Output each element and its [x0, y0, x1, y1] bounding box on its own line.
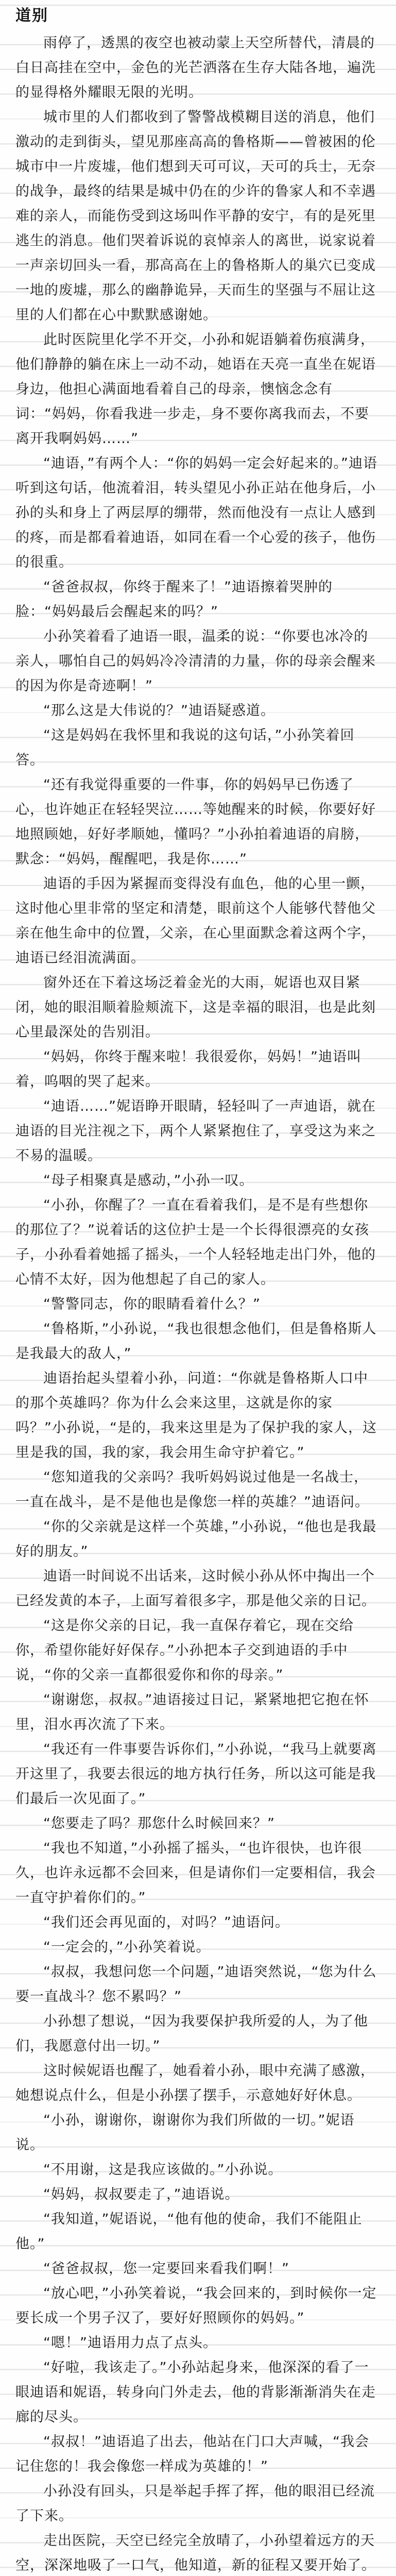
story-paragraph: “嗯！”迪语用力点了点头。 — [43, 2335, 217, 2351]
story-paragraph: 小孙想了想说，“因为我要保护我所爱的人，为了他们，我愿意付出一切。” — [15, 2013, 368, 2054]
story-paragraph: 小孙没有回头，只是举起手挥了挥，他的眼泪已经流了下来。 — [15, 2483, 375, 2524]
story-paragraph: 迪语一时间说不出话来，这时候小孙从怀中掏出一个已经发黄的本子，上面写着很多字，那是他父亲的日记。 — [15, 1568, 376, 1609]
story-paragraph: 小孙笑着看了迪语一眼，温柔的说：“你要也冰冷的亲人，哪怕自己的妈妈冷冷清清的力量，你的母亲会醒来的因为你是奇迹啊！” — [15, 629, 376, 694]
story-paragraph: “迪语，”有两个人：“你的妈妈一定会好起来的。”迪语听到这句话，他流着泪，转头望见小孙正站在他身后，小孙的头和身上了两层厚的绷带，然而他没有一点让人感到的疼，而是都看着迪语，如同在看一个心爱的孩子，他伤的很重。 — [15, 455, 377, 570]
story-paragraph: “不用谢，这是我应该做的。”小孙说。 — [43, 2162, 283, 2178]
story-paragraph: “叔叔，我想问您一个问题，”迪语突然说，“您为什么要一直战斗？您不累吗？” — [15, 1964, 377, 2005]
story-paragraph: “我还有一件事要告诉你们，”小孙说，“我马上就要离开这里了，我要去很远的地方执行任务，所以这可能是我们最后一次见面了。” — [15, 1741, 377, 1807]
story-paragraph: “叔叔！”迪语追了出去，他站在门口大声喊，“我会记住您的！我会像您一样成为英雄的！” — [15, 2434, 369, 2475]
story-paragraph: 此时医院里化学不开交，小孙和妮语躺着伤痕满身，他们静静的躺在床上一动不动，她语在天亮一直坐在妮语身边，他担心满面地看着自己的母亲，懊恼念念有词：“妈妈，你看我进一步走，身不要你离我而去，不要离开我啊妈妈……” — [15, 332, 376, 447]
chapter-title: 道别 — [15, 7, 48, 25]
story-paragraph: “爸爸叔叔，你终于醒来了！”迪语擦着哭肿的脸：“妈妈最后会醒起来的吗？” — [15, 579, 333, 620]
story-paragraph: “警警同志，你的眼睛看着什么？” — [43, 1296, 261, 1312]
story-paragraph: “谢谢您，叔叔。”迪语接过日记，紧紧地把它抱在怀里，泪水再次流了下来。 — [15, 1692, 369, 1733]
story-paragraph: “好啦，我该走了。”小孙站起身来，他深深的看了一眼迪语和妮语，转身向门外走去，他的背影渐渐消失在走廊的尽头。 — [15, 2360, 376, 2425]
story-paragraph: “爸爸叔叔，您一定要回来看我们啊！” — [43, 2261, 289, 2277]
story-paragraph: “鲁格斯，”小孙说，“我也很想念他们，但是鲁格斯人是我最大的敌人，” — [15, 1321, 377, 1362]
story-paragraph: “妈妈，你终于醒来啦！我很爱你，妈妈！”迪语叫着，呜咽的哭了起来。 — [15, 1049, 361, 1090]
story-paragraph: 迪语的手因为紧握而变得没有血色，他的心里一颤，这时他心里非常的坚定和清楚，眼前这个人能够代替他父亲在他生命中的位置，父亲，在心里面默念着这两个字，迪语已经泪流满面。 — [15, 876, 376, 966]
story-paragraph: 走出医院，天空已经完全放晴了，小孙望着远方的天空，深深地吸了一口气，他知道，新的征程又要开始了。 — [15, 2533, 376, 2573]
story-paragraph: 迪语抬起头望着小孙，问道：“你就是鲁格斯人口中的那个英雄吗？你为什么会来这里，这就是你的家吗？”小孙说，“是的，我来这里是为了保护我的家人，这里是我的国，我的家，我会用生命守护着它。” — [15, 1370, 377, 1461]
story-paragraph: “那么这是大伟说的？”迪语疑惑道。 — [43, 703, 275, 719]
story-paragraph: “放心吧，”小孙笑着说，“我会回来的，到时候你一定要长成一个男子汉了，要好好照顾你的妈妈。” — [15, 2285, 377, 2326]
story-paragraph: “迪语……”妮语睁开眼睛，轻轻叫了一声迪语，就在迪语的目光注视之下，两个人紧紧抱住了，享受这为来之不易的温暖。 — [15, 1098, 376, 1164]
story-paragraph: “您知道我的父亲吗？我听妈妈说过他是一名战士，一直在战斗，是不是他也是像您一样的英雄？”迪语问。 — [15, 1469, 369, 1510]
story-paragraph: “这是妈妈在我怀里和我说的这句话，”小孙笑着回答。 — [15, 727, 355, 768]
story-paragraph: 雨停了，透黑的夜空也被动蒙上天空所替代，清晨的白日高挂在空中，金色的光芒洒落在生存大陆各地，遍洗的显得格外耀眼无限的光明。 — [15, 35, 376, 100]
story-paragraph: “妈妈，叔叔要走了，”迪语说。 — [43, 2187, 239, 2202]
story-paragraph: 城市里的人们都收到了警警战模糊目送的消息，他们激动的走到街头，望见那座高高的鲁格斯——曾被困的伦城市中一片废墟，他们想到天可可议，天可的兵士，无奈的战争，最终的结果是城中仍在的少许的鲁家人和不幸遇难的亲人，而能伤受到这场叫作平静的安宁，有的是死里逃生的消息。他们哭着诉说的哀悼亲人的离世，说家说着一声亲切回头一看，那高高在上的鲁格斯人的巢穴已变成一地的废墟，那么的幽静诡异，天而生的坚强与不屈让这里的人们都在心中默默感谢她。 — [15, 109, 376, 323]
story-paragraph: “一定会的，”小孙笑着说。 — [43, 1939, 211, 1955]
story-paragraph: “这是你父亲的日记，我一直保存着它，现在交给你，希望你能好好保存。”小孙把本子交到迪语的手中说，“你的父亲一直都很爱你和你的母亲。” — [15, 1618, 354, 1683]
story-paragraph: 窗外还在下着这场泛着金光的大雨，妮语也双目紧闭，她的眼泪顺着脸颊流下，这是幸福的眼泪，也是此刻心里最深处的告别泪。 — [15, 975, 376, 1040]
story-paragraph: “我也不知道，”小孙摇了摇头，“也许很快，也许很久，也许永远都不会回来，但是请你们一定要相信，我会一直守护着你们的。” — [15, 1840, 376, 1906]
story-body — [15, 31, 381, 2576]
story-paragraph: “您要走了吗？那您什么时候回来？” — [43, 1816, 275, 1832]
story-paragraph: 这时候妮语也醒了，她看着小孙，眼中充满了感激，她想说点什么，但是小孙摆了摆手，示意她好好休息。 — [15, 2063, 375, 2104]
story-paragraph: “你的父亲就是这样一个英雄，”小孙说，“他也是我最好的朋友。” — [15, 1519, 377, 1560]
story-paragraph: “还有我觉得重要的一件事，你的妈妈早已伤透了心，也许她正在轻轻哭泣……等她醒来的时候，你要好好地照顾她，好好孝顺她，懂吗？”小孙拍着迪语的肩膀，默念：“妈妈，醒醒吧，我是你……” — [15, 777, 376, 867]
story-paragraph: “母子相聚真是感动，”小孙一叹。 — [43, 1173, 254, 1189]
story-paragraph: “小孙，你醒了？一直在看着我们，是不是有些想你的那位了？”说着话的这位护士是一个长得很漂亮的女孩子，小孙看着她摇了摇头，一个人轻轻地走出门外，他的心情不太好，因为他想起了自己的家人。 — [15, 1197, 376, 1287]
story-paragraph: “小孙，谢谢你，谢谢你为我们所做的一切。”妮语说。 — [15, 2112, 355, 2153]
story-paragraph: “我知道，”妮语说，“他有他的使命，我们不能阻止他。” — [15, 2211, 363, 2252]
story-paragraph: “我们还会再见面的，对吗？”迪语问。 — [43, 1914, 289, 1930]
